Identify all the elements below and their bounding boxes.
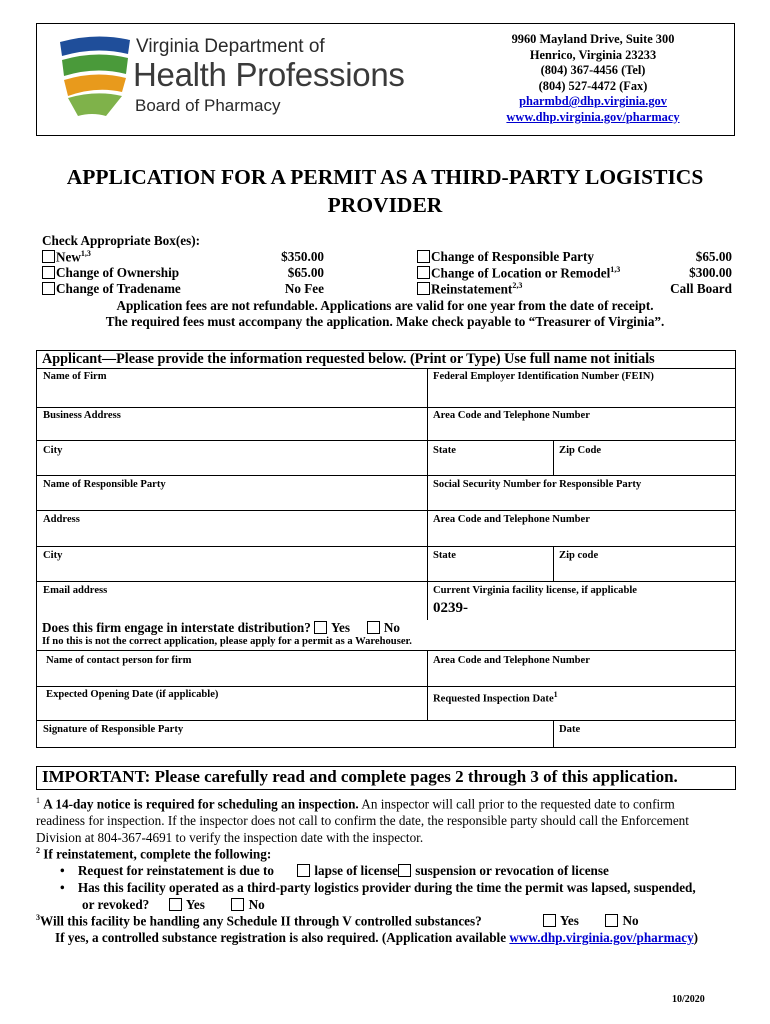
label-city: City — [43, 445, 63, 456]
org-name-line2: Health Professions — [133, 56, 405, 93]
title-line1: APPLICATION FOR A PERMIT AS A THIRD-PARTY LOGISTICS — [66, 165, 704, 189]
footnote-1-line3: Division at 804-367-4691 to verify the inspection date with the inspector. — [36, 830, 424, 845]
address-line1: 9960 Mayland Drive, Suite 300 — [511, 32, 675, 46]
fee-change-location-amount: $300.00 — [689, 265, 732, 280]
fee-change-responsible-party-amount: $65.00 — [695, 249, 732, 264]
checkbox-suspension-revocation[interactable] — [398, 864, 411, 877]
footnote-2-bullet-2: • Has this facility operated as a third-party logistics provider during the time the permit was lapsed, suspended, — [60, 880, 696, 895]
telephone: (804) 367-4456 (Tel) — [540, 63, 646, 77]
fee-new: New$^{1,3}$ — [42, 249, 91, 265]
footnote-1: $^1$ A 14-day notice is required for scheduling an inspection. An inspector will call prior to the requested date to confirm — [36, 796, 675, 812]
checkbox-lapse-of-license[interactable] — [297, 864, 310, 877]
pharmacy-website-link[interactable]: www.dhp.virginia.gov/pharmacy — [509, 930, 694, 945]
label-state: State — [433, 445, 456, 456]
footnote-3: $^3$Will this facility be handling any Schedule II through V controlled substances? — [36, 913, 482, 929]
website-link[interactable]: www.dhp.virginia.gov/pharmacy — [506, 109, 680, 124]
footnote-2-bullet-1: • Request for reinstatement is due to lapse of license suspension or revocation of license — [60, 863, 609, 878]
checkbox-operated-no[interactable] — [231, 898, 244, 911]
label-name-of-firm: Name of Firm — [43, 371, 107, 382]
fee-new-amount: $350.00 — [281, 249, 324, 264]
checkbox-change-tradename[interactable] — [42, 282, 55, 295]
footnote-1-line2: readiness for inspection. If the inspector does not call to confirm the date, the responsible party should call the Enforcement — [36, 813, 689, 828]
label-ssn: Social Security Number for Responsible Party — [433, 479, 642, 490]
fee-change-tradename-amount: No Fee — [284, 281, 324, 296]
checkbox-schedule-yes[interactable] — [543, 914, 556, 927]
label-signature: Signature of Responsible Party — [43, 724, 184, 735]
fee-change-location: Change of Location or Remodel$^{1,3}$ — [417, 265, 620, 281]
label-city-2: City — [43, 550, 63, 561]
org-name-line1: Virginia Department of — [136, 36, 325, 57]
label-fein: Federal Employer Identification Number (FEIN) — [433, 371, 654, 382]
checkbox-change-location[interactable] — [417, 266, 430, 279]
label-business-phone: Area Code and Telephone Number — [433, 410, 590, 421]
fee-change-responsible-party: Change of Responsible Party — [417, 249, 594, 265]
org-name-line3: Board of Pharmacy — [135, 96, 281, 115]
checkbox-operated-yes[interactable] — [169, 898, 182, 911]
fees-note-payable: The required fees must accompany the application. Make check payable to “Treasurer of Virginia”. — [105, 314, 665, 329]
fee-change-tradename: Change of Tradename — [42, 281, 181, 297]
fee-change-ownership: Change of Ownership — [42, 265, 179, 281]
important-notice: IMPORTANT: Please carefully read and complete pages 2 through 3 of this application. — [42, 767, 678, 786]
address-line2: Henrico, Virginia 23233 — [529, 47, 657, 62]
checkbox-change-responsible-party[interactable] — [417, 250, 430, 263]
interstate-note: If no this is not the correct application, please apply for a permit as a Warehouser. — [42, 636, 412, 647]
label-party-phone: Area Code and Telephone Number — [433, 514, 590, 525]
fees-note-refundable: Application fees are not refundable. Applications are valid for one year from the date of receipt. — [116, 298, 654, 313]
label-contact-person: Name of contact person for firm — [46, 655, 192, 666]
checkbox-schedule-no[interactable] — [605, 914, 618, 927]
label-business-address: Business Address — [43, 410, 121, 421]
fee-reinstatement-amount: Call Board — [670, 281, 732, 296]
label-state-2: State — [433, 550, 456, 561]
label-zip: Zip Code — [559, 445, 602, 456]
fees-heading: Check Appropriate Box(es): — [42, 233, 200, 248]
label-address: Address — [43, 514, 80, 525]
license-prefix: 0239- — [433, 600, 468, 616]
email-link[interactable]: pharmbd@dhp.virginia.gov — [519, 94, 667, 108]
fee-change-ownership-amount: $65.00 — [287, 265, 324, 280]
checkbox-new[interactable] — [42, 250, 55, 263]
page-title — [20, 163, 750, 219]
fee-reinstatement: Reinstatement$^{2,3}$ — [417, 281, 522, 297]
fax: (804) 527-4472 (Fax) — [538, 78, 648, 93]
checkbox-reinstatement[interactable] — [417, 282, 430, 295]
revision-date: 10/2020 — [672, 994, 705, 1005]
label-responsible-party: Name of Responsible Party — [43, 479, 166, 490]
label-email: Email address — [43, 585, 108, 596]
label-contact-phone: Area Code and Telephone Number — [433, 655, 590, 666]
label-facility-license: Current Virginia facility license, if applicable — [433, 585, 638, 596]
label-date: Date — [559, 724, 581, 735]
footnote-2-bullet-2-cont: or revoked? Yes No — [82, 897, 265, 912]
interstate-question: Does this firm engage in interstate distribution? Yes No — [42, 620, 400, 635]
checkbox-change-ownership[interactable] — [42, 266, 55, 279]
checkbox-interstate-yes[interactable] — [314, 621, 327, 634]
footnote-2: $^2$ If reinstatement, complete the following: — [36, 846, 272, 862]
label-opening-date: Expected Opening Date (if applicable) — [46, 689, 219, 700]
title-line2: PROVIDER — [327, 193, 443, 217]
footnote-3-note: If yes, a controlled substance registration is also required. (Application available www.dhp.virginia.gov/pharmacy) — [55, 930, 699, 945]
label-inspection-date: Requested Inspection Date$^1$ — [433, 690, 558, 705]
applicant-heading: Applicant—Please provide the information requested below. (Print or Type) Use full name not initials — [42, 351, 655, 367]
checkbox-interstate-no[interactable] — [367, 621, 380, 634]
contact-info — [488, 32, 698, 125]
schedule-checkboxes: Yes No — [543, 913, 639, 929]
label-zip-2: Zip code — [559, 550, 599, 561]
